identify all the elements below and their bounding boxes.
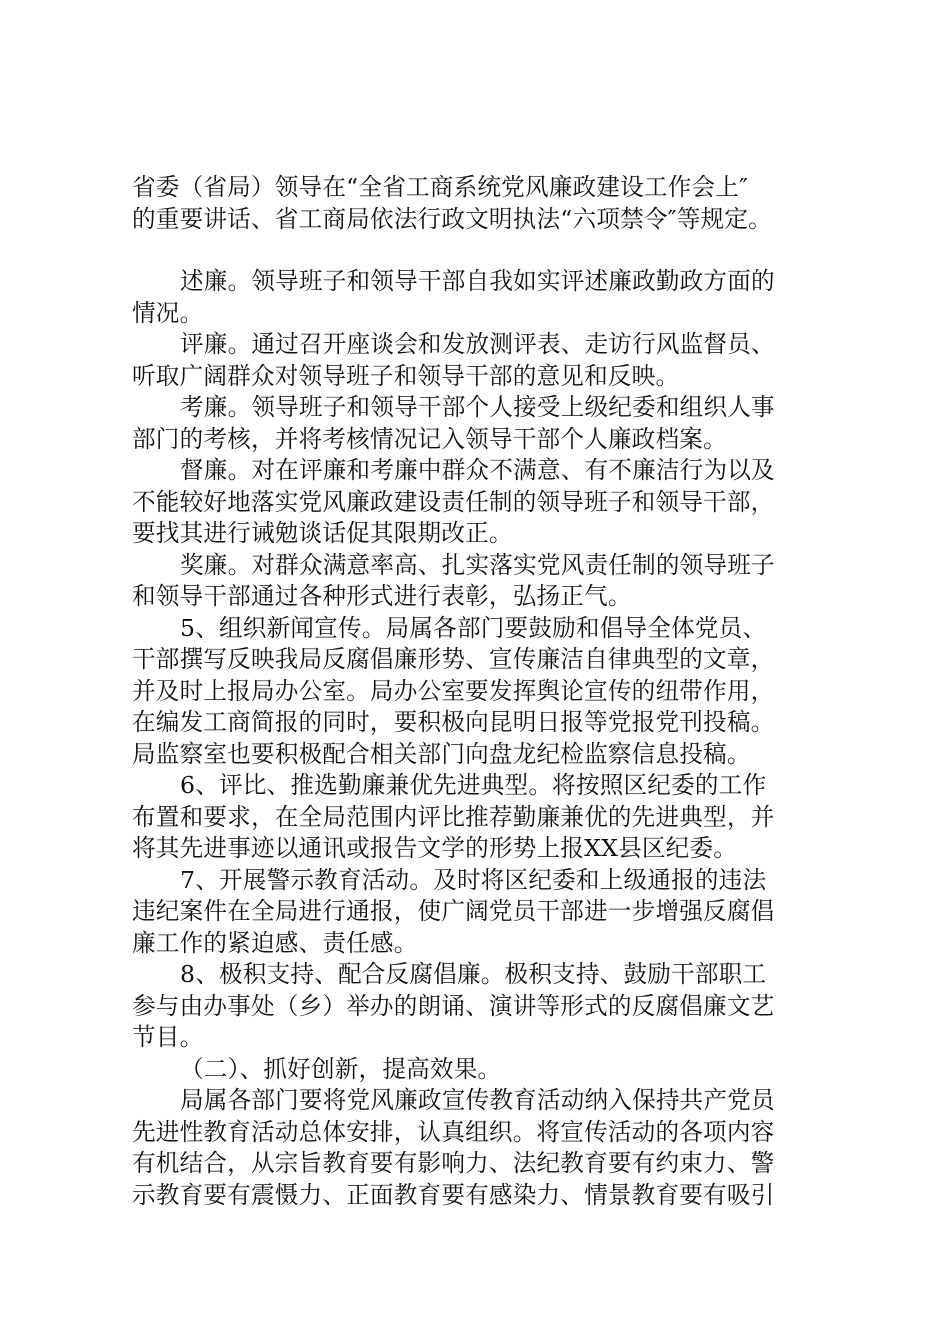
text-line: 省委（省局）领导在“全省工商系统党风廉政建设工作会上″ bbox=[132, 173, 749, 201]
text-line: 奖廉。对群众满意率高、扎实落实党风责任制的领导班子 bbox=[180, 550, 775, 579]
text-line: 有机结合，从宗旨教育要有影响力、法纪教育要有约束力、警 bbox=[132, 1149, 775, 1177]
text-line: 布置和要求，在全局范围内评比推荐勤廉兼优的先进典型，并 bbox=[132, 802, 775, 831]
text-line: 的重要讲话、省工商局依法行政文明执法“六项禁令″等规定。 bbox=[132, 204, 772, 233]
text-line: 局属各部门要将党风廉政宣传教育活动纳入保持共产党员 bbox=[180, 1086, 775, 1114]
text-line: 情况。 bbox=[132, 298, 204, 327]
text-line: 将其先进事迹以通讯或报告文学的形势上报XX县区纪委。 bbox=[132, 834, 738, 862]
text-line: 部门的考核，并将考核情况记入领导干部个人廉政档案。 bbox=[132, 424, 727, 453]
text-line: 7、开展警示教育活动。及时将区纪委和上级通报的违法 bbox=[180, 865, 767, 894]
body-text bbox=[132, 266, 822, 1211]
text-line: 不能较好地落实党风廉政建设责任制的领导班子和领导干部， bbox=[132, 487, 775, 516]
text-line: 示教育要有震慑力、正面教育要有感染力、情景教育要有吸引 bbox=[132, 1180, 775, 1209]
text-line: 先进性教育活动总体安排，认真组织。将宣传活动的各项内容 bbox=[132, 1117, 775, 1146]
text-line: 听取广阔群众对领导班子和领导干部的意见和反映。 bbox=[132, 361, 680, 390]
text-line: 考廉。领导班子和领导干部个人接受上级纪委和组织人事 bbox=[180, 393, 775, 421]
text-line: 节目。 bbox=[132, 1023, 204, 1051]
text-line: 5、组织新闻宣传。局属各部门要鼓励和倡导全体党员、 bbox=[180, 613, 767, 642]
text-line: （二）、抓好创新，提高效果。 bbox=[180, 1054, 502, 1083]
text-line: 和领导干部通过各种形式进行表彰，弘扬正气。 bbox=[132, 582, 632, 610]
text-line: 局监察室也要积极配合相关部门向盘龙纪检监察信息投稿。 bbox=[132, 739, 751, 768]
text-line: 6、评比、推选勤廉兼优先进典型。将按照区纪委的工作 bbox=[180, 771, 767, 799]
text-line: 参与由办事处（乡）举办的朗诵、演讲等形式的反腐倡廉文艺 bbox=[132, 991, 775, 1020]
text-line: 干部撰写反映我局反腐倡廉形势、宣传廉洁自律典型的文章， bbox=[132, 645, 775, 673]
text-line: 违纪案件在全局进行通报，使广阔党员干部进一步增强反腐倡 bbox=[132, 897, 775, 925]
text-line: 要找其进行诫勉谈话促其限期改正。 bbox=[132, 519, 513, 547]
text-line: 在编发工商简报的同时，要积极向昆明日报等党报党刊投稿。 bbox=[132, 708, 775, 736]
text-line: 评廉。通过召开座谈会和发放测评表、走访行风监督员、 bbox=[180, 330, 775, 358]
text-line: 廉工作的紧迫感、责任感。 bbox=[132, 928, 418, 957]
text-line: 8、极积支持、配合反腐倡廉。极积支持、鼓励干部职工 bbox=[180, 960, 767, 988]
text-line: 督廉。对在评廉和考廉中群众不满意、有不廉洁行为以及 bbox=[180, 456, 775, 484]
text-line: 并及时上报局办公室。局办公室要发挥舆论宣传的纽带作用， bbox=[132, 676, 775, 705]
intro-paragraph bbox=[132, 172, 822, 235]
text-line: 述廉。领导班子和领导干部自我如实评述廉政勤政方面的 bbox=[180, 267, 775, 295]
